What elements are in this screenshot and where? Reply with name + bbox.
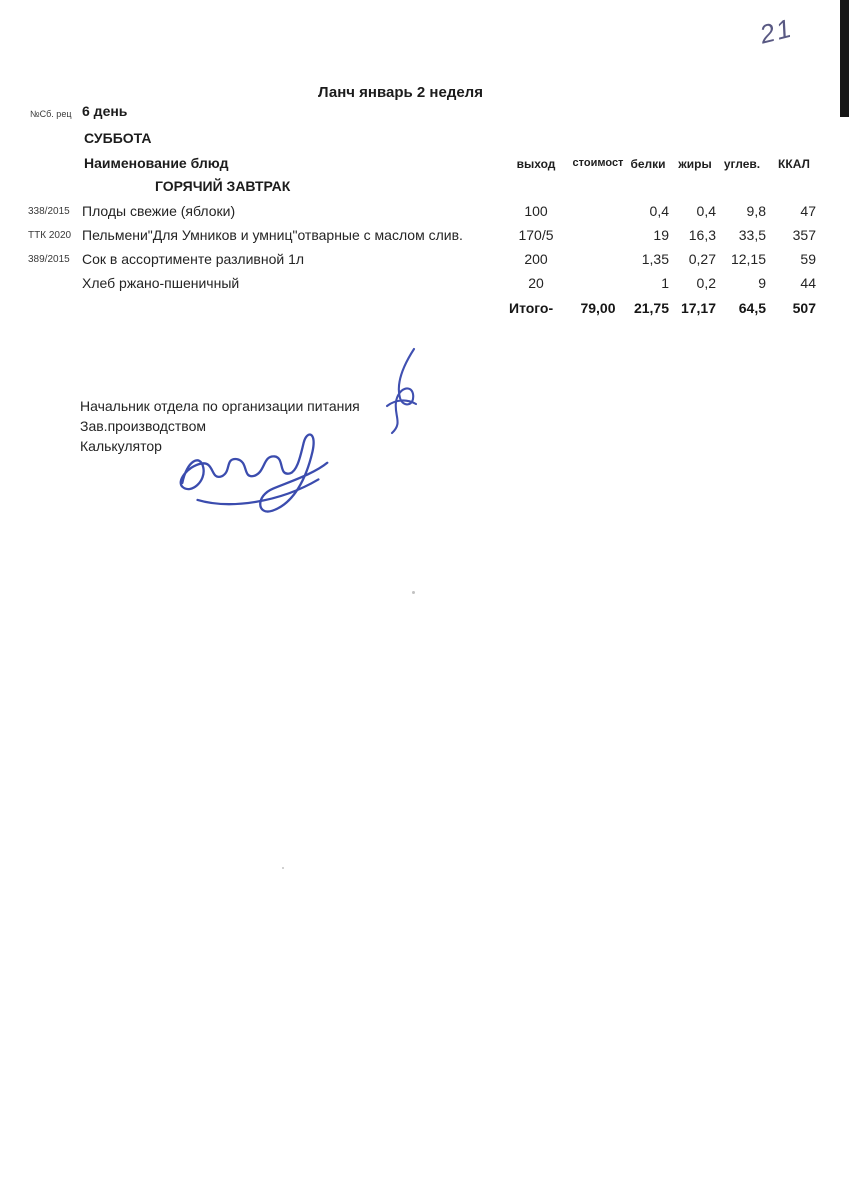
kkal-value: 44 <box>800 275 816 291</box>
total-belki: 21,75 <box>633 300 669 316</box>
uglev-value: 9 <box>758 275 766 291</box>
vyhod-value: 200 <box>524 251 548 267</box>
total-stoimost: 79,00 <box>580 300 616 316</box>
table-row <box>0 227 849 247</box>
dish-code: 338/2015 <box>28 206 70 217</box>
column-header-belki: белки <box>630 157 666 171</box>
column-header-uglev: углев. <box>723 157 761 171</box>
weekday-label: СУББОТА <box>84 130 152 146</box>
uglev-value: 9,8 <box>746 203 766 219</box>
column-header-zhiry: жиры <box>678 157 712 171</box>
kkal-value: 47 <box>800 203 816 219</box>
handwritten-page-number: 21 <box>756 12 796 50</box>
dish-code: 389/2015 <box>28 254 70 265</box>
column-header-stoimost: стоимост <box>572 157 624 169</box>
dish-name: Пельмени"Для Умников и умниц"отварные с маслом слив. <box>82 227 463 243</box>
section-title: ГОРЯЧИЙ ЗАВТРАК <box>155 178 291 194</box>
signatory-title-calculator: Калькулятор <box>80 438 162 454</box>
belki-value: 1,35 <box>641 251 669 267</box>
vyhod-value: 20 <box>528 275 544 291</box>
column-header-kkal: ККАЛ <box>778 157 810 171</box>
dish-name: Плоды свежие (яблоки) <box>82 203 236 219</box>
day-number: 6 день <box>82 103 128 119</box>
dishes-column-header: Наименование блюд <box>84 155 229 171</box>
table-row <box>0 251 849 271</box>
uglev-value: 12,15 <box>730 251 766 267</box>
vyhod-value: 100 <box>524 203 548 219</box>
uglev-value: 33,5 <box>738 227 766 243</box>
ref-column-label: №Сб. рец <box>30 109 72 119</box>
column-header-vyhod: выход <box>516 157 556 171</box>
dish-name: Хлеб ржано-пшеничный <box>82 275 240 291</box>
scan-speck-artifact <box>282 867 284 869</box>
table-row <box>0 275 849 295</box>
signatory-title-head-of-catering: Начальник отдела по организации питания <box>80 398 360 414</box>
dish-name: Сок в ассортименте разливной 1л <box>82 251 305 267</box>
table-total-row <box>0 300 849 320</box>
handwritten-signature-small <box>372 344 432 438</box>
zhiry-value: 0,4 <box>696 203 716 219</box>
zhiry-value: 16,3 <box>688 227 716 243</box>
kkal-value: 59 <box>800 251 816 267</box>
signatory-title-production-manager: Зав.производством <box>80 418 206 434</box>
vyhod-value: 170/5 <box>518 227 554 243</box>
scan-edge-artifact <box>840 0 849 117</box>
table-row <box>0 203 849 223</box>
belki-value: 1 <box>661 275 669 291</box>
scan-speck-artifact <box>412 591 415 594</box>
belki-value: 0,4 <box>649 203 669 219</box>
total-kkal: 507 <box>792 300 816 316</box>
handwritten-signature-large <box>165 420 342 532</box>
zhiry-value: 0,27 <box>688 251 716 267</box>
zhiry-value: 0,2 <box>696 275 716 291</box>
total-uglev: 64,5 <box>738 300 766 316</box>
total-label: Итого- <box>509 300 554 316</box>
belki-value: 19 <box>653 227 669 243</box>
kkal-value: 357 <box>792 227 816 243</box>
dish-code: ТТК 2020 <box>28 230 72 241</box>
total-zhiry: 17,17 <box>680 300 716 316</box>
document-title: Ланч январь 2 неделя <box>318 84 483 101</box>
